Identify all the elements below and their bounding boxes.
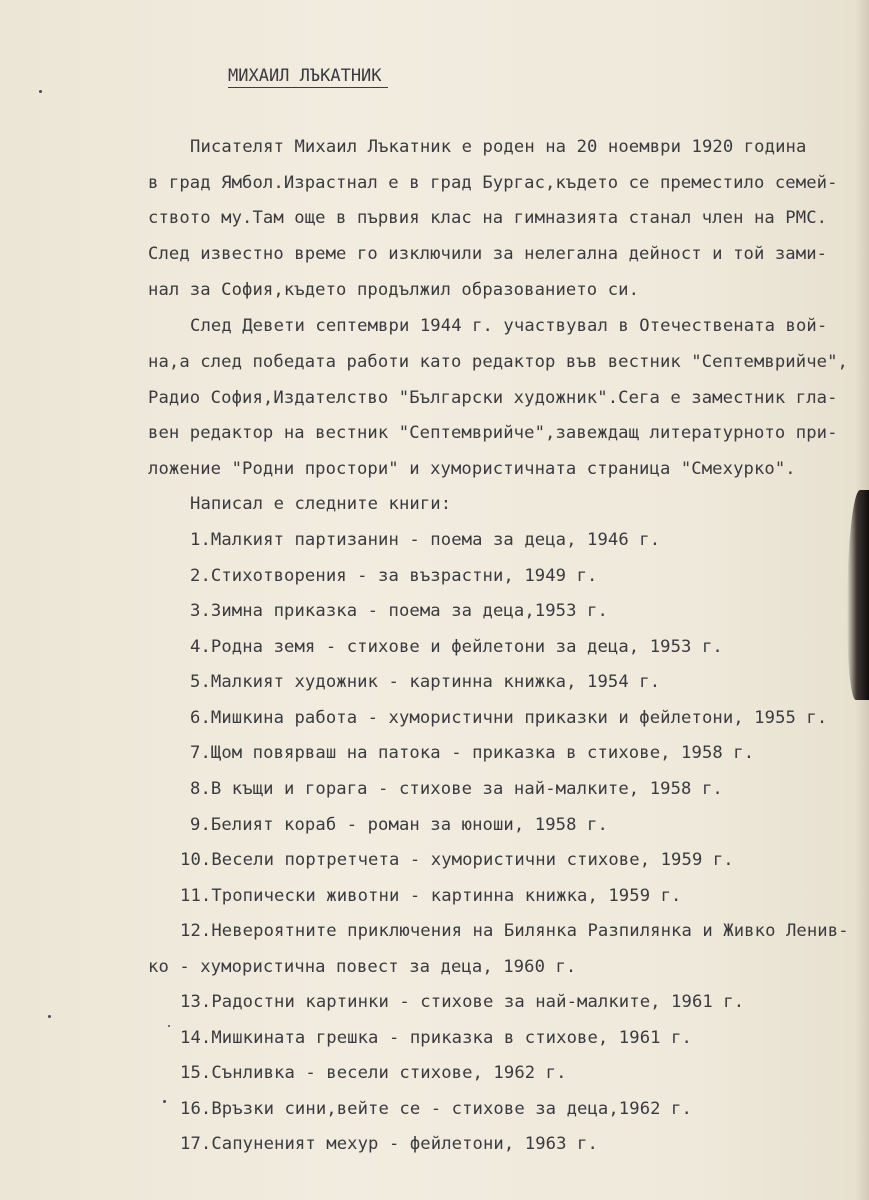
document-title: МИХАИЛ ЛЪКАТНИК bbox=[228, 66, 388, 88]
book-item-continuation: ко - хумористична повест за деца, 1960 г. bbox=[148, 957, 577, 977]
book-item: 4.Родна земя - стихове и фейлетони за деца, 1953 г. bbox=[190, 637, 723, 657]
book-item: 16.Връзки сини,вейте се - стихове за деца,1962 г. bbox=[180, 1099, 692, 1119]
book-item: 7.Щом повярваш на патока - приказка в стихове, 1958 г. bbox=[190, 743, 755, 763]
book-item: 2.Стихотворения - за възрастни, 1949 г. bbox=[190, 566, 598, 586]
book-item: 14.Мишкината грешка - приказка в стихове, 1961 г. bbox=[180, 1028, 692, 1048]
book-item: 12.Невероятните приключения на Билянка Разпилянка и Живко Ленив- bbox=[180, 921, 849, 941]
paragraph-line: След Девети септември 1944 г. участвувал в Отечествената вой- bbox=[190, 316, 828, 336]
books-intro: Написал е следните книги: bbox=[190, 494, 452, 514]
book-item: 3.Зимна приказка - поема за деца,1953 г. bbox=[190, 601, 608, 621]
book-item: 13.Радостни картинки - стихове за най-малките, 1961 г. bbox=[180, 992, 745, 1012]
paragraph-line: ложение "Родни простори" и хумористичната страница "Смехурко". bbox=[148, 459, 796, 479]
book-item: 5.Малкият художник - картинна книжка, 1954 г. bbox=[190, 672, 661, 692]
paragraph-line: на,а след победата работи като редактор във вестник "Септемврийче", bbox=[148, 352, 848, 372]
paragraph-line: След известно време го изключили за нелегална дейност и той зами- bbox=[148, 244, 828, 264]
ink-speck bbox=[39, 90, 42, 93]
book-item: 8.В къщи и горага - стихове за най-малките, 1958 г. bbox=[190, 779, 723, 799]
ink-speck bbox=[48, 1015, 51, 1018]
paragraph-line: ството му.Там още в първия клас на гимназията станал член на РМС. bbox=[148, 208, 828, 228]
ink-speck bbox=[168, 1025, 170, 1027]
book-item: 9.Белият кораб - роман за юноши, 1958 г. bbox=[190, 815, 608, 835]
paragraph-line: Писателят Михаил Лъкатник е роден на 20 ноември 1920 година bbox=[190, 137, 807, 157]
book-item: 17.Сапуненият мехур - фейлетони, 1963 г. bbox=[180, 1134, 598, 1154]
book-item: 15.Сънливка - весели стихове, 1962 г. bbox=[180, 1063, 567, 1083]
torn-page-edge bbox=[847, 490, 869, 700]
paragraph-line: нал за София,където продължил образованието си. bbox=[148, 280, 640, 300]
book-item: 1.Малкият партизанин - поема за деца, 1946 г. bbox=[190, 530, 661, 550]
book-item: 11.Тропически животни - картинна книжка, 1959 г. bbox=[180, 886, 682, 906]
paragraph-line: в град Ямбол.Израстнал е в град Бургас,където се преместило семей- bbox=[148, 173, 838, 193]
book-item: 10.Весели портретчета - хумористични стихове, 1959 г. bbox=[180, 850, 734, 870]
book-item: 6.Мишкина работа - хумористични приказки и фейлетони, 1955 г. bbox=[190, 708, 828, 728]
paragraph-line: вен редактор на вестник "Септемврийче",завеждащ литературното при- bbox=[148, 423, 838, 443]
ink-speck bbox=[163, 1100, 166, 1103]
paragraph-line: Радио София,Издателство "Български художник".Сега е заместник гла- bbox=[148, 388, 838, 408]
